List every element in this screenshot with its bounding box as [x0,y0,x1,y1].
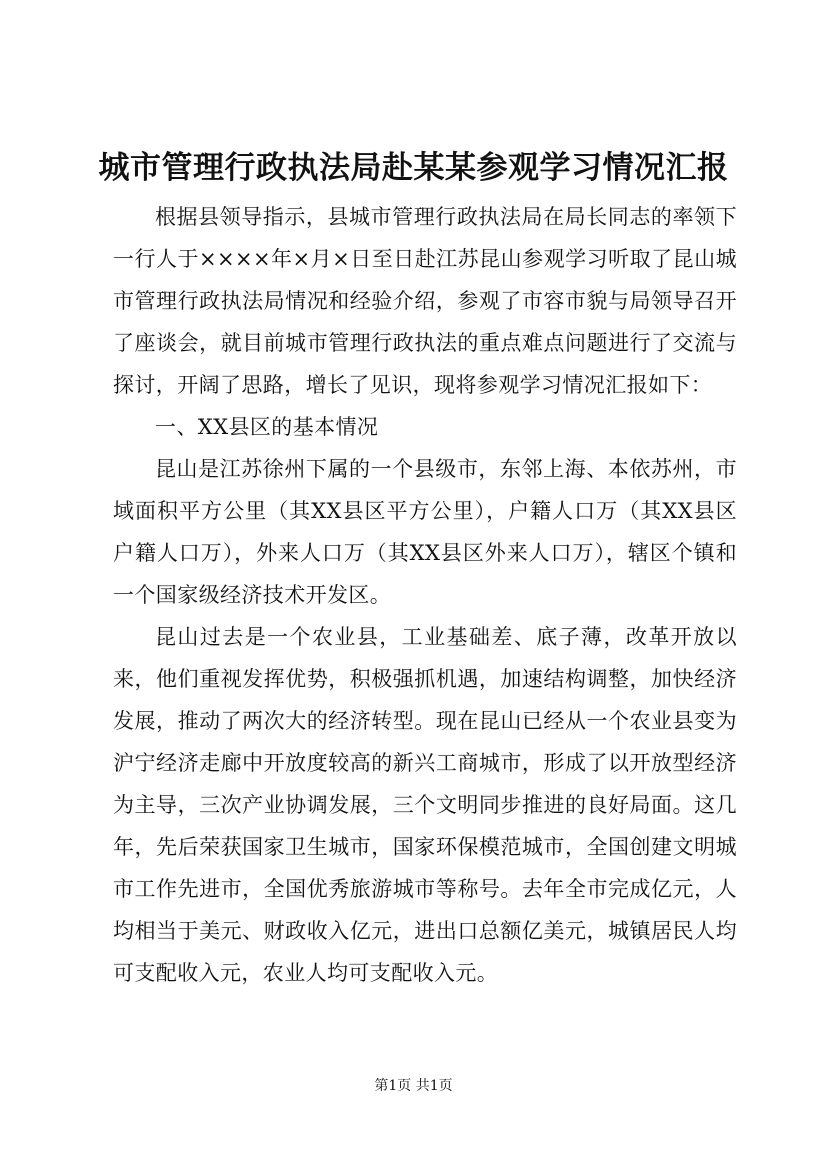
document-title: 城市管理行政执法局赴某某参观学习情况汇报 [98,150,729,186]
intro-paragraph: 根据县领导指示，县城市管理行政执法局在局长同志的率领下一行人于××××年×月×日至日赴江苏昆山参观学习听取了昆山城市管理行政执法局情况和经验介绍，参观了市容市貌与局领导召开了座谈会，就目前城市管理行政执法的重点难点问题进行了交流与探讨，开阔了思路，增长了见识，现将参观学习情况汇报如下： [113,205,737,397]
section-heading: 一、XX县区的基本情况 [155,415,379,439]
page-footer: 第1页 共1页 [374,1078,453,1094]
body-paragraph: 昆山是江苏徐州下属的一个县级市，东邻上海、本依苏州，市域面积平方公里（其XX县区平方公里），户籍人口万（其XX县区户籍人口万），外来人口万（其XX县区外来人口万），辖区个镇和一个国家级经济技术开发区。 [113,457,737,607]
body-paragraph: 昆山过去是一个农业县，工业基础差、底子薄，改革开放以来，他们重视发挥优势，积极强抓机遇，加速结构调整，加快经济发展，推动了两次大的经济转型。现在昆山已经从一个农业县变为沪宁经济走廊中开放度较高的新兴工商城市，形成了以开放型经济为主导，三次产业协调发展，三个文明同步推进的良好局面。这几年，先后荣获国家卫生城市，国家环保模范城市，全国创建文明城市工作先进市，全国优秀旅游城市等称号。去年全市完成亿元，人均相当于美元、财政收入亿元，进出口总额亿美元，城镇居民人均可支配收入元，农业人均可支配收入元。 [113,625,737,985]
document-body [113,196,737,994]
